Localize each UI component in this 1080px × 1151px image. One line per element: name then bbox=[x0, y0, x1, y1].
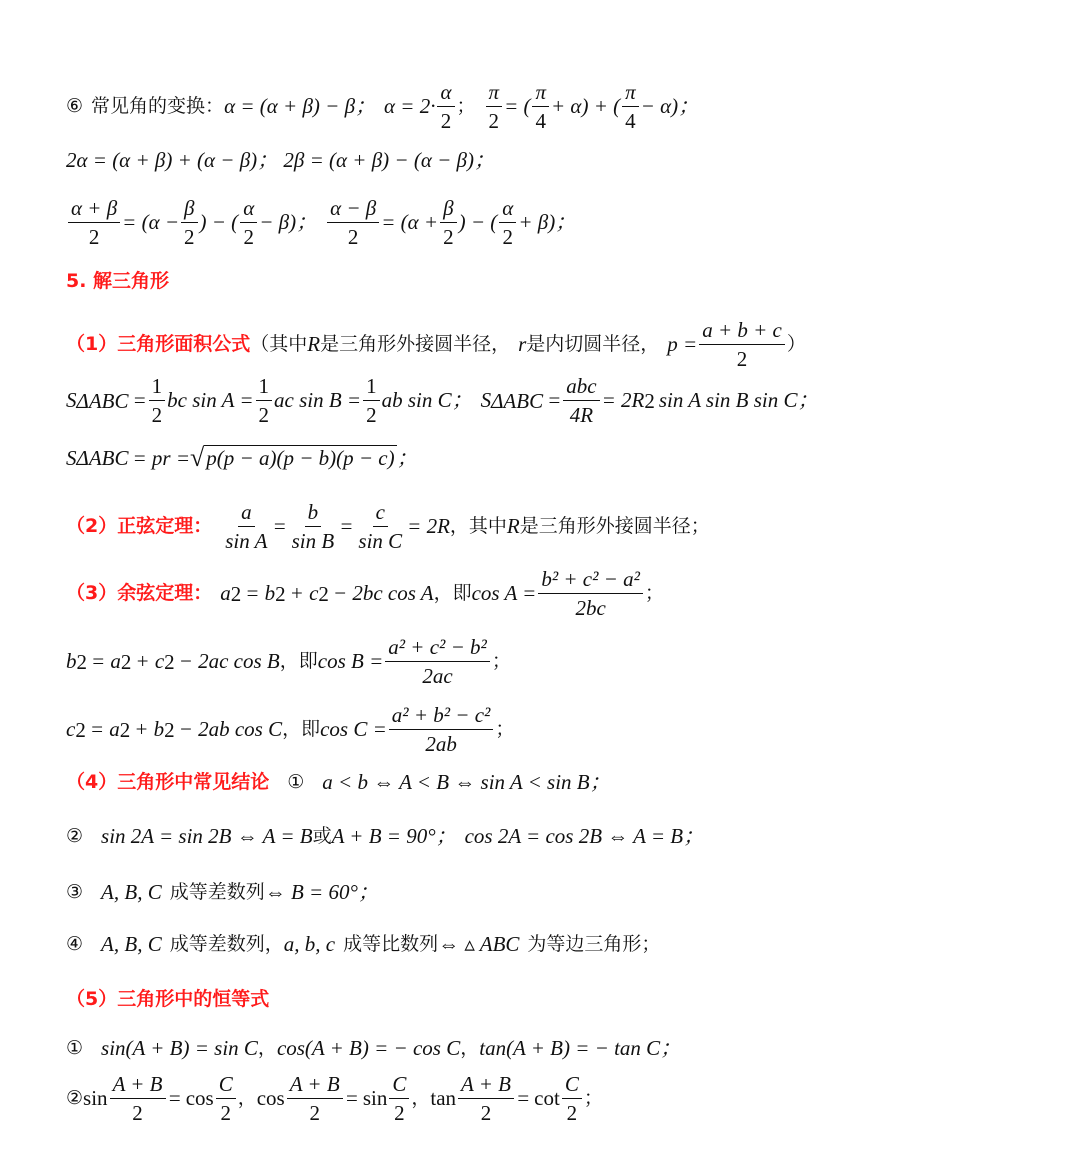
conclusions-line-2 bbox=[66, 826, 1060, 847]
formula: + α) + ( bbox=[551, 94, 621, 119]
fraction: $\frac{\alpha - \beta}{2}$ bbox=[327, 196, 379, 249]
fraction: $\frac{\alpha + \beta}{2}$ bbox=[68, 196, 120, 249]
note-text: （其中 bbox=[250, 333, 308, 356]
formula: 2α = (α + β) + (α − β)； 2β = (α + β) − (α − β)； bbox=[66, 148, 495, 172]
formula: p = bbox=[667, 332, 698, 357]
fraction: $\frac{\alpha}{2}$ bbox=[240, 196, 257, 249]
formula: ⇔ ▵ ABC bbox=[438, 932, 520, 956]
func: cot bbox=[534, 1086, 560, 1111]
separator: ， bbox=[411, 1087, 431, 1110]
formula: cos C = bbox=[320, 717, 387, 742]
section-title bbox=[66, 272, 1060, 291]
formula: ) − ( bbox=[458, 210, 498, 235]
note-text: 成等差数列 bbox=[169, 881, 265, 903]
separator: ， bbox=[257, 1037, 277, 1059]
separator: ， bbox=[237, 1087, 257, 1110]
fraction: $\frac{\alpha}{2}$ bbox=[499, 196, 516, 249]
item-marker: ② bbox=[66, 1087, 84, 1110]
formula: A + B = 90°； bbox=[331, 824, 457, 848]
formula: A, B, C bbox=[101, 880, 162, 904]
area-formula-line-1: S ΔABC = $\frac{1}{2}$ bc sin A = $\frac{1}{2}$ ac sin B = $\frac{1}{2}$ ab sin C； S ΔABC = $\frac{\text{abc}}{4R}$ = 2R 2 sin A sin B sin C； bbox=[66, 374, 819, 428]
var: S bbox=[480, 388, 492, 413]
note-text: 是三角形外接圆半径； bbox=[519, 515, 710, 538]
fraction: $\frac{A + B}{2}$ bbox=[287, 1072, 343, 1125]
fraction: $\frac{c}{\text{sin C}}$ bbox=[358, 500, 403, 554]
item-marker: ③ bbox=[66, 881, 84, 903]
formula: ⇔ B = 60°； bbox=[264, 880, 379, 904]
fraction: $\frac{A + B}{2}$ bbox=[458, 1072, 514, 1125]
note-text: ） bbox=[786, 333, 806, 356]
subsection-heading: （5）三角形中的恒等式 bbox=[66, 988, 270, 1010]
formula: + c bbox=[135, 649, 165, 674]
note-text: 成等比数列 bbox=[343, 933, 439, 955]
conclusions-line-1 bbox=[66, 772, 1060, 793]
formula: α = (α + β) − β； bbox=[224, 94, 377, 119]
angle-transform-line-2 bbox=[66, 150, 1060, 171]
identities-line-2 bbox=[66, 1072, 1060, 1125]
formula: ac sin B = bbox=[274, 388, 362, 413]
formula: + β)； bbox=[518, 210, 577, 235]
var: R bbox=[506, 514, 520, 539]
var: R bbox=[307, 332, 321, 357]
area-formula-heading-line bbox=[66, 318, 1060, 371]
separator: ， bbox=[460, 1037, 480, 1059]
func: tan bbox=[430, 1086, 457, 1111]
separator: ； bbox=[491, 650, 511, 673]
var: S bbox=[66, 445, 77, 470]
area-formula-line-2: S ΔABC = pr = √ p(p − a)(p − b)(p − c) ； bbox=[66, 443, 418, 472]
subsection-heading: （1）三角形面积公式 bbox=[66, 333, 251, 356]
formula: ab sin C； bbox=[381, 388, 473, 413]
var: S bbox=[66, 388, 77, 413]
formula: = (α − bbox=[122, 210, 180, 235]
formula: = b bbox=[245, 581, 276, 606]
fraction: $\frac{\pi}{2}$ bbox=[486, 80, 503, 133]
formula: = bbox=[339, 514, 354, 539]
func: cos bbox=[256, 1086, 285, 1111]
fraction: $\frac{\text{a² + c² − b²}}{2ac}$ bbox=[385, 635, 490, 688]
angle-transform-line-1 bbox=[66, 80, 1060, 133]
note-text: ，即 bbox=[433, 582, 472, 605]
note-text: 是内切圆半径， bbox=[526, 333, 660, 356]
formula: = bbox=[547, 388, 562, 413]
item-marker: ④ bbox=[66, 933, 84, 955]
formula: + b bbox=[134, 717, 165, 742]
fraction: $\frac{1}{2}$ bbox=[363, 374, 380, 427]
var: b bbox=[66, 649, 77, 674]
formula: α = 2· bbox=[384, 94, 436, 119]
fraction: $\frac{1}{2}$ bbox=[149, 374, 166, 427]
formula: bc sin A = bbox=[167, 388, 254, 413]
formula: = a bbox=[89, 717, 120, 742]
section-heading: 5. 解三角形 bbox=[66, 270, 170, 292]
identities-line-1 bbox=[66, 1038, 1060, 1059]
fraction: $\frac{\text{a² + b² − c²}}{2ab}$ bbox=[389, 703, 494, 756]
formula: = bbox=[272, 514, 287, 539]
formula: a, b, c bbox=[283, 932, 336, 956]
formula: − 2bc cos A bbox=[332, 581, 434, 606]
formula: − α)； bbox=[640, 94, 700, 119]
formula: = 2R bbox=[407, 514, 450, 539]
formula: ) − ( bbox=[199, 210, 239, 235]
formula: ； bbox=[396, 445, 418, 470]
formula: = 2R bbox=[601, 388, 645, 413]
note-text: ，即 bbox=[282, 718, 321, 741]
func: sin bbox=[83, 1086, 108, 1111]
fraction: $\frac{b}{\text{sin B}}$ bbox=[291, 500, 335, 554]
formula: − 2ac cos B bbox=[178, 649, 280, 674]
formula: = ( bbox=[504, 94, 531, 119]
formula: = bbox=[167, 1086, 182, 1111]
formula: − 2ab cos C bbox=[178, 717, 283, 742]
fraction: $\frac{a + b + c}{2}$ bbox=[699, 318, 785, 371]
formula: A, B, C bbox=[101, 932, 162, 956]
note-text: 成等差数列， bbox=[169, 933, 284, 955]
law-of-cosines-line-3: c 2 = a 2 + b 2 − 2ab cos C ，即 cos C = $\frac{\text{a² + b² − c²}}{2ab}$ ； bbox=[66, 703, 515, 757]
formula: sin 2A = sin 2B ⇔ A = B bbox=[101, 824, 313, 848]
law-of-cosines-line-2: b 2 = a 2 + c 2 − 2ac cos B ，即 cos B = $\frac{\text{a² + c² − b²}}{2ac}$ ； bbox=[66, 635, 511, 689]
formula: cos 2A = cos 2B ⇔ A = B； bbox=[464, 824, 705, 848]
note-text: 为等边三角形； bbox=[527, 933, 661, 955]
formula: sin A sin B sin C； bbox=[658, 388, 819, 413]
separator: ； bbox=[495, 718, 515, 741]
var: c bbox=[66, 717, 76, 742]
fraction: $\frac{\pi}{4}$ bbox=[622, 80, 639, 133]
fraction: $\frac{C}{2}$ bbox=[389, 1072, 409, 1125]
note-text: 是三角形外接圆半径， bbox=[320, 333, 511, 356]
conclusions-line-4 bbox=[66, 934, 1060, 955]
formula: sin(A + B) = sin C bbox=[101, 1036, 258, 1060]
item-marker: ⑥ bbox=[66, 95, 84, 118]
formula: cos(A + B) = − cos C bbox=[276, 1036, 461, 1060]
law-of-sines-line bbox=[66, 500, 1060, 553]
var: r bbox=[518, 332, 527, 357]
separator: ； bbox=[456, 95, 476, 118]
formula: = bbox=[132, 388, 147, 413]
fraction: $\frac{1}{2}$ bbox=[256, 374, 273, 427]
item-marker: ① bbox=[66, 1037, 84, 1059]
formula: a < b ⇔ A < B ⇔ sin A < sin B； bbox=[322, 770, 611, 794]
law-of-cosines-line-1: （3）余弦定理： a 2 = b 2 + c 2 − 2bc cos A ，即 cos A = $\frac{\text{b² + c² − a²}}{2bc}$ ； bbox=[66, 567, 664, 621]
fraction: $\frac{\text{b² + c² − a²}}{2bc}$ bbox=[538, 567, 643, 620]
subsection-heading: （3）余弦定理： bbox=[66, 582, 213, 605]
fraction: $\frac{\beta}{2}$ bbox=[440, 196, 457, 249]
formula: = a bbox=[91, 649, 121, 674]
fraction: $\frac{\pi}{4}$ bbox=[532, 80, 549, 133]
formula: = bbox=[516, 1086, 531, 1111]
formula: tan(A + B) = − tan C； bbox=[479, 1036, 682, 1060]
func: sin bbox=[362, 1086, 388, 1111]
fraction: $\frac{\beta}{2}$ bbox=[181, 196, 198, 249]
square-root: √ p(p − a)(p − b)(p − c) bbox=[190, 443, 395, 472]
var: a bbox=[220, 581, 231, 606]
separator: ； bbox=[644, 582, 664, 605]
note-text: ，即 bbox=[279, 650, 318, 673]
fraction: $\frac{a}{\text{sin A}}$ bbox=[225, 500, 268, 554]
subsection-heading: （4）三角形中常见结论 bbox=[66, 771, 270, 793]
formula: = bbox=[344, 1086, 359, 1111]
item-label: 常见角的变换： bbox=[91, 95, 225, 118]
identities-heading bbox=[66, 990, 1060, 1009]
fraction: $\frac{C}{2}$ bbox=[216, 1072, 236, 1125]
formula: = (α + bbox=[381, 210, 439, 235]
separator: ； bbox=[583, 1087, 603, 1110]
formula: cos B = bbox=[317, 649, 384, 674]
subsection-heading: （2）正弦定理： bbox=[66, 515, 213, 538]
conclusions-line-3 bbox=[66, 882, 1060, 903]
fraction: $\frac{A + B}{2}$ bbox=[110, 1072, 166, 1125]
note-text: 或 bbox=[312, 825, 332, 847]
item-marker: ② bbox=[66, 825, 84, 847]
note-text: ，其中 bbox=[449, 515, 507, 538]
fraction: $\frac{\text{abc}}{4R}$ bbox=[563, 374, 599, 427]
fraction: $\frac{\alpha}{2}$ bbox=[437, 80, 454, 133]
fraction: $\frac{C}{2}$ bbox=[562, 1072, 582, 1125]
formula: cos A = bbox=[471, 581, 537, 606]
angle-transform-line-3 bbox=[66, 196, 1060, 249]
item-marker: ① bbox=[287, 771, 305, 793]
formula: − β)； bbox=[259, 210, 318, 235]
func: cos bbox=[185, 1086, 214, 1111]
formula: + c bbox=[289, 581, 319, 606]
formula: = pr = bbox=[132, 445, 191, 470]
